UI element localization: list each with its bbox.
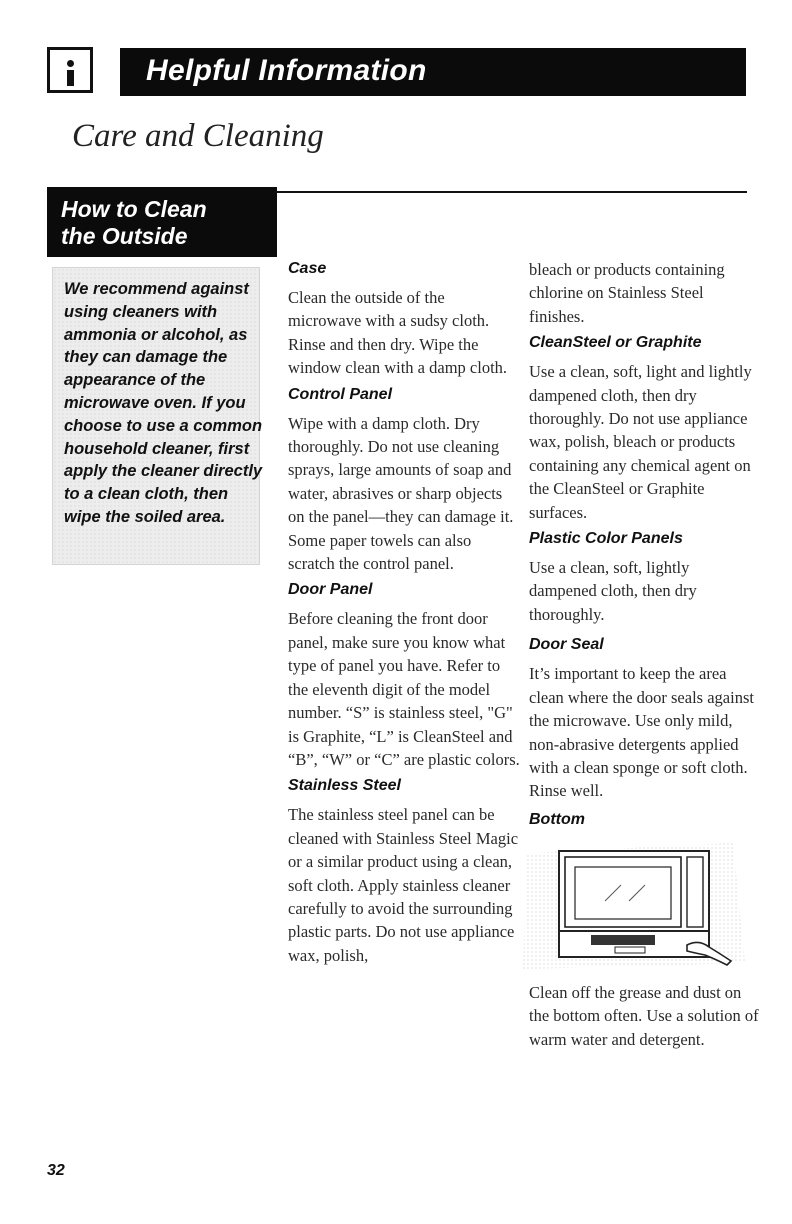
info-icon <box>47 47 93 93</box>
body-cleansteel-graphite: Use a clean, soft, light and lightly dampened cloth, then dry thoroughly. Do not use appliance wax, polish, bleach or products containing any chemical agent on the CleanSteel or Graphite surfaces. <box>529 362 752 522</box>
body-bottom: Clean off the grease and dust on the bottom often. Use a solution of warm water and detergent. <box>529 982 759 1049</box>
header-rule <box>275 191 747 193</box>
body-continuation: bleach or products containing chlorine on Stainless Steel finishes. <box>529 260 725 326</box>
heading-cleansteel-graphite: CleanSteel or Graphite <box>529 334 702 352</box>
body-plastic-color-panels: Use a clean, soft, lightly dampened cloth, then dry thoroughly. <box>529 558 697 624</box>
microwave-bottom-illustration <box>519 835 747 975</box>
section-subtitle: Care and Cleaning <box>72 118 324 154</box>
heading-door-seal: Door Seal <box>529 636 604 654</box>
heading-stainless-steel: Stainless Steel <box>288 777 401 795</box>
heading-control-panel: Control Panel <box>288 385 393 403</box>
body-case: Clean the outside of the microwave with a sudsy cloth. Rinse and then dry. Wipe the window clean with a damp cloth. <box>288 288 508 378</box>
body-stainless-steel: The stainless steel panel can be cleaned with Stainless Steel Magic or a similar product using a clean, soft cloth. Apply stainless cleaner carefully to avoid the surrounding plastic parts. Do not use appliance wax, polish, <box>288 805 519 965</box>
header-band <box>120 48 746 96</box>
page-number: 32 <box>47 1162 65 1179</box>
column-left <box>288 258 520 967</box>
heading-door-panel: Door Panel <box>288 581 373 599</box>
heading-case: Case <box>288 260 327 277</box>
body-door-seal: It’s important to keep the area clean where the door seals against the microwave. Use only mild, non-abrasive detergents applied with a clean sponge or soft cloth. Rinse well. <box>529 664 754 801</box>
tip-box <box>52 267 263 565</box>
page-header-title: Helpful Information <box>146 54 427 87</box>
heading-bottom: Bottom <box>529 810 585 828</box>
section-title: How to Clean the Outside <box>61 196 207 249</box>
column-right <box>529 258 761 1051</box>
tip-text: We recommend against using cleaners with ammonia or alcohol, as they can damage the appearance of the microwave oven. If you choose to use a common household cleaner, first apply the cleaner directly to a clean cloth, then wipe the soiled area. <box>64 280 263 526</box>
heading-plastic-color-panels: Plastic Color Panels <box>529 530 683 548</box>
section-title-box <box>47 187 277 257</box>
body-door-panel: Before cleaning the front door panel, make sure you know what type of panel you have. Refer to the eleventh digit of the model number. “S” is stainless steel, "G" is Graphite, “L” is CleanSteel and “B”, “W” or “C” are plastic colors. <box>288 609 520 769</box>
body-control-panel: Wipe with a damp cloth. Dry thoroughly. Do not use cleaning sprays, large amounts of soap and water, abrasives or sharp objects on the panel—they can damage it. Some paper towels can also scratch the control panel. <box>288 413 514 574</box>
